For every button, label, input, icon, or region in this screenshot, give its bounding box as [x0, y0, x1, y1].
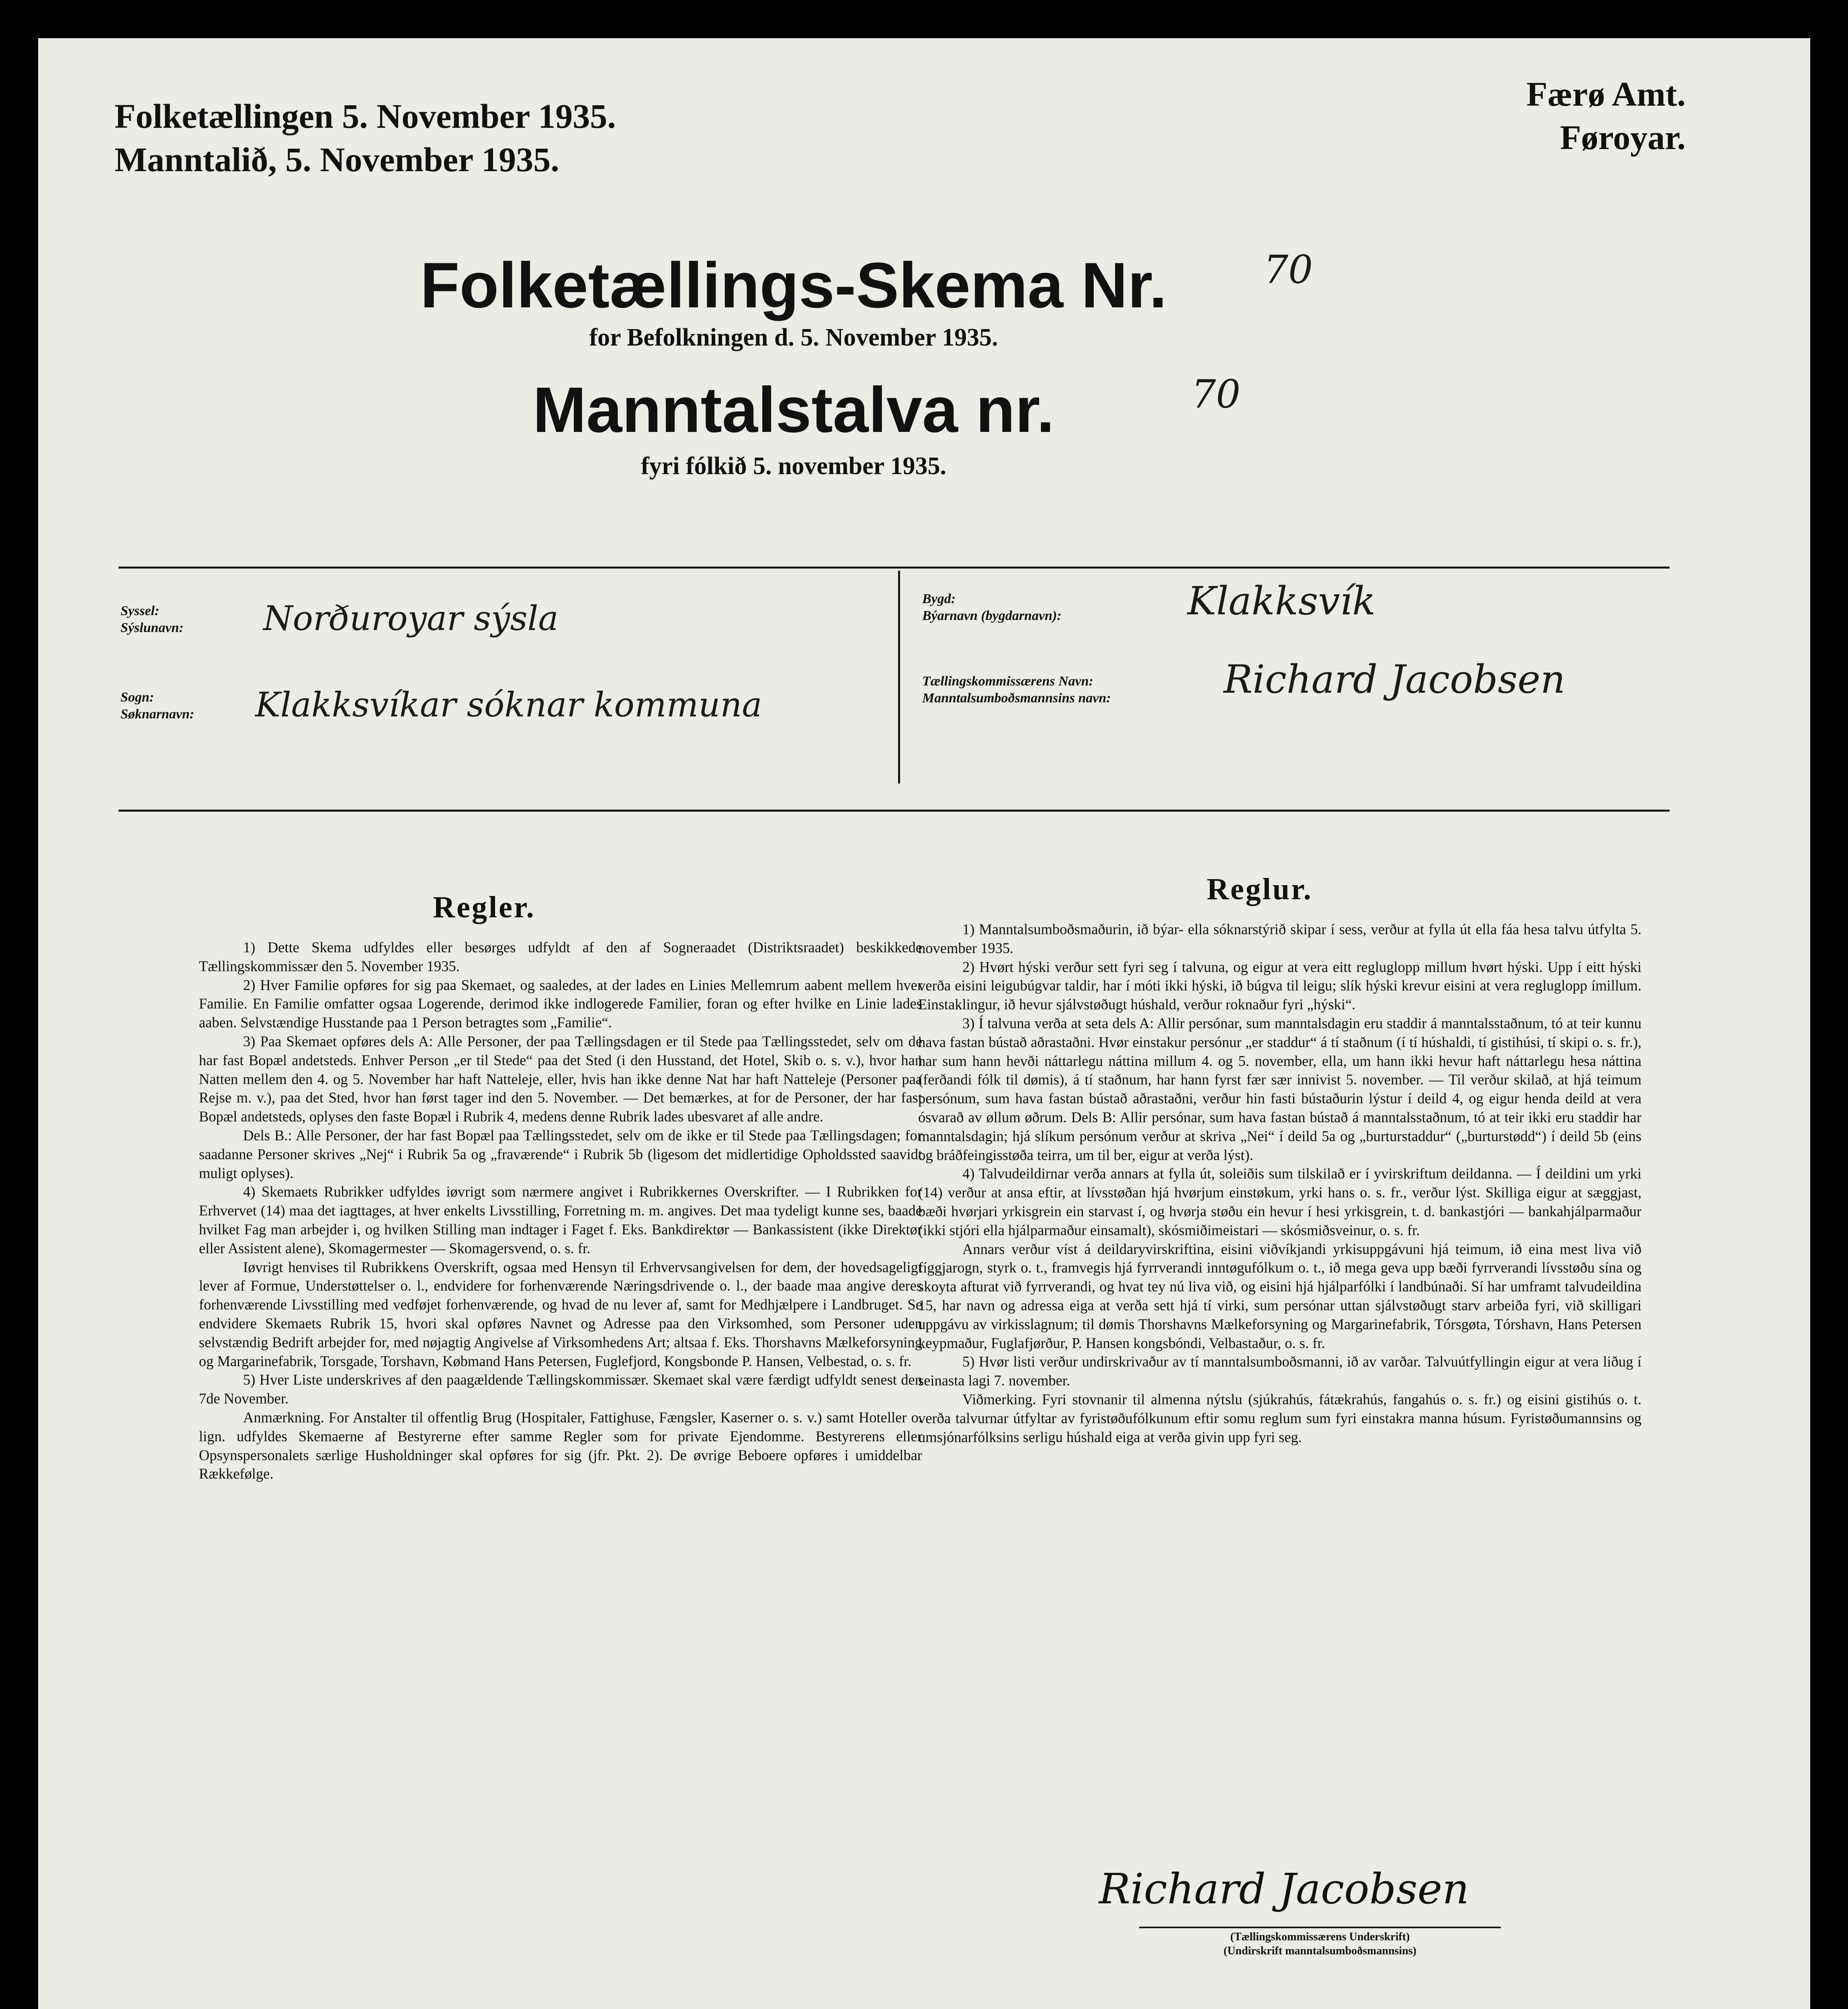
kommissaer-label-da: Tællingskommissærens Navn:: [922, 674, 1093, 689]
census-form-page: [38, 38, 1810, 2009]
sogn-label-fo: Søknarnavn:: [121, 707, 194, 722]
signature-line: [1139, 1927, 1501, 1928]
field-section-divider: [898, 571, 900, 784]
header-right-line1: Færø Amt.: [1526, 75, 1686, 113]
signature: Richard Jacobsen: [1099, 1864, 1469, 1913]
title-faroese: [38, 372, 1549, 448]
reglur-paragraph-1: 1) Manntalsumboðsmaðurin, ið býar- ella sóknarstýrið skipar í sess, verður at fylla út ella fáa hesa talvu útfylta 5. november 1935.: [918, 921, 1641, 956]
title-danish-text: Folketællings-Skema Nr.: [420, 249, 1167, 321]
regler-paragraph-3: 3) Paa Skemaet opføres dels A: Alle Personer, der paa Tællingsdagen er til Stede paa Tællingsstedet, selv om de har fast Bopæl andetsteds. Enhver Person „er til Stede“ paa det Sted (i den Husstand, det Hotel, Skib o. s. v.), hvor han Natten mellem den 4. og 5. November har haft Natteleje, eller, hvis han ikke denne Nat har haft Natteleje (Personer paa Rejse m. v.), paa det Sted, hvor han først tager ind den 5. November. — Det bemærkes, at for de Personer, der har fast Bopæl andetsteds, oplyses den faste Bopæl i Rubrik 4, medens denne Rubrik lades ubesvaret af alle andre.: [199, 1033, 922, 1125]
header-right: [1380, 72, 1686, 159]
reglur-paragraph-4: 4) Talvudeildirnar verða annars at fylla út, soleiðis sum tilskilað er í yvirskriftum deildanna. — Í deildini um yrki (14) verður at ansa eftir, at lívsstøðan hjá hvørjum einstøkum, yrki hans o. s. fr., verður lýst. Skilliga eigur at sæggjast, bæði hvørjari yrkisgrein ein starvast í, og hvørja støðu ein hevur í hesi yrkisgrein, t. d. bankastjóri — bankahjálparmaður (ikki stjóri ella hjálparmaður einsamalt), skósmiðimeistari — skósmiðsveinur, o. s. fr.: [918, 1165, 1641, 1238]
syssel-label-fo: Sýslunavn:: [121, 620, 184, 635]
signature-caption-2: (Undirskrift manntalsumboðsmannsins): [1224, 1945, 1416, 1957]
bygd-label-da: Bygd:: [922, 591, 956, 606]
reglur-paragraph-2: 2) Hvørt hýski verður sett fyri seg í talvuna, og eigur at vera eitt regluglopp millum hvørt hýski. Upp í eitt hýski verða eisini leigubúgvar taldir, har í móti ikki hýski, ið búgva til leigu; slík hýski krevur eisini at vera regluglopp ímillum. Einstaklingur, ið hevur sjálvstøðugt húshald, verður roknaður fyri „hýski“.: [918, 958, 1641, 1013]
reglur-paragraph-6: 5) Hvør listi verður undirskrivaður av tí manntalsumboðsmanni, ið av varðar. Talvuútfyllingin eigur at vera liðug í seinasta lagi 7. november.: [918, 1353, 1641, 1389]
sogn-label-da: Sogn:: [121, 690, 154, 705]
syssel-label: [121, 603, 184, 636]
bygd-value: Klakksvík: [1187, 579, 1376, 624]
reglur-paragraph-3: 3) Í talvuna verða at seta dels A: Allir persónar, sum manntalsdagin eru staddir á manntalsstaðnum, tó at teir kunnu hava fastan bústað aðrastaðni. Hvør einstakur persónur „er staddur“ á tí staðnum (í tí húshaldi, tí gistihúsi, tí skipi o. s. fr.), har sum hann hevði náttarlegu náttina millum 4. og 5. november, ella, um hann ikki hevur haft náttarlegu hesa náttina (ferðandi fólk til dømis), á tí staðnum, har hann fyrst fær sær innivist 5. november. — Til verður skilað, at hjá teimum persónum, sum hava fastan bústað aðrastaðni, verður hin fasti bústaðurin lýstur í deild 4, og eigur henda deild at vera ósvarað av øllum øðrum. Dels B: Allir persónar, sum hava fastan bústað á manntalsstaðnum, tó at teir ikki eru staddir har manntalsdagin; hjá slíkum persónum verður at skriva „Nei“ í deild 5a og „burturstaddur“ („burturstødd“) í deild 5b (eins og bráðfeingisstøða teirra, um til ber, eigur at verða lýst).: [918, 1015, 1641, 1163]
regler-paragraph-6: Iøvrigt henvises til Rubrikkens Overskrift, ogsaa med Hensyn til Erhvervsangivelsen for dem, der hovedsageligt lever af Formue, Understøttelser o. l., endvidere for forhenværende Næringsdrivende o. l., der baade maa angive deres forhenværende Livsstilling med vedføjet forhenværende, og hvad de nu lever af, samt for Medhjælpere i Landbruget. Se endvidere Skemaets Rubrik 15, hvori skal opføres Navnet og Adresse paa den Virksomhed, som Personer uden selvstændig Bedrift arbejder for, med nøjagtig Angivelse af Virksomhedens Art; altsaa f. Eks. Thorshavns Mælkeforsyning og Margarinefabrik, Torsgade, Torshavn, Købmand Hans Petersen, Fuglefjord, Kongsbonde P. Hansen, Velbestad, o. s. fr.: [199, 1258, 922, 1369]
regler-column: [199, 938, 922, 1483]
kommissaer-value: Richard Jacobsen: [1224, 657, 1566, 702]
kommissaer-label: [922, 673, 1111, 707]
subtitle-danish: for Befolkningen d. 5. November 1935.: [589, 324, 998, 351]
regler-paragraph-4: Dels B.: Alle Personer, der har fast Bopæl paa Tællingsstedet, selv om de ikke er til Stede paa Tællingsdagen; for saadanne Personer skrives „Nej“ i Rubrik 5a og „fraværende“ i Rubrik 5b (ligesom det midlertidige Opholdssted saavidt muligt oplyses).: [199, 1127, 922, 1181]
regler-paragraph-8: Anmærkning. For Anstalter til offentlig Brug (Hospitaler, Fattighuse, Fængsler, Kaserner o. s. v.) samt Hoteller o. lign. udfyldes Skemaerne af Bestyrerne efter samme Regler som for private Ejendomme. Bestyrerens eller Opsynspersonalets særlige Husholdninger skal opføres for sig (jfr. Pkt. 2). De øvrige Beboere opføres i umiddelbar Rækkefølge.: [199, 1409, 922, 1482]
regler-title: Regler.: [433, 890, 536, 924]
reglur-paragraph-7: Viðmerking. Fyri stovnanir til almenna nýtslu (sjúkrahús, fátækrahús, fangahús o. s. fr.) og eisini gistihús o. t. verða talvurnar útfyltar av fyristøðufólkunum eftir somu reglum sum fyri einstakra manna húsum. Fyristøðumannsins og umsjónarfólksins serligu húshald eiga at verða givin upp fyri seg.: [918, 1391, 1641, 1445]
reglur-column: [918, 920, 1641, 1446]
field-section-bottom-line: [119, 810, 1670, 812]
reglur-title: Reglur.: [1207, 872, 1313, 906]
header-left-line1: Folketællingen 5. November 1935.: [115, 97, 616, 135]
regler-paragraph-2: 2) Hver Familie opføres for sig paa Skemaet, og saaledes, at der lades en Linies Mellemrum aabent mellem hver Familie. En Familie omfatter ogsaa Logerende, derimod ikke indlogerede Familier, foran og efter hvilke en Linie lades aaben. Selvstændige Husstande paa 1 Person betragtes som „Familie“.: [199, 976, 922, 1031]
form-number-faroese: 70: [1191, 372, 1241, 417]
kommissaer-label-fo: Manntalsumboðsmannsins navn:: [922, 691, 1111, 706]
header-left: [115, 94, 616, 181]
title-faroese-text: Manntalstalva nr.: [532, 374, 1055, 446]
sogn-value: Klakksvíkar sóknar kommuna: [255, 685, 762, 724]
form-number-danish: 70: [1264, 247, 1313, 292]
header-left-line2: Manntalið, 5. November 1935.: [115, 140, 559, 179]
syssel-value: Norðuroyar sýsla: [263, 599, 559, 638]
reglur-paragraph-5: Annars verður víst á deildaryvirskriftina, eisini viðvíkjandi yrkisuppgávuni hjá teimum, ið eina mest liva við fíggjarogn, styrk o. t., framvegis hjá fyrrverandi inntøgufólkum o. t., ið mega geva upp bæði fyrrverandi lívsstøðu sína og skoyta afturat við fyrrverandi, og hvat tey nú liva við, og eisini hjá hjálparfólki í landbúnaði. Sí har umframt talvudeildina 15, har navn og adressa eiga at verða sett hjá tí virki, sum persónar uttan sjálvstøðugt starv arbeiða fyri, við skilligari uppgávu av virkisslagnum; til dømis Thorshavns Mælkeforsyning og Margarinefabrik, Tórsgøta, Tórshavn, Hans Petersen keypmaður, Fuglafjørður, P. Hansen kongsbóndi, Velbastaður, o. s. fr.: [918, 1240, 1641, 1351]
bygd-label-fo: Býarnavn (bygdarnavn):: [922, 608, 1062, 623]
regler-paragraph-7: 5) Hver Liste underskrives af den paagældende Tællingskommissær. Skemaet skal være færdigt udfyldt senest den 7de November.: [199, 1371, 922, 1407]
subtitle-faroese: fyri fólkið 5. november 1935.: [641, 452, 946, 480]
regler-paragraph-5: 4) Skemaets Rubrikker udfyldes iøvrigt som nærmere angivet i Rubrikkernes Overskrifter. — I Rubrikken for Erhvervet (14) maa det iagttages, at hver enkelts Livsstilling, Forretning m. m. angives. Det maa tydeligt kunne ses, baade hvilket Fag man arbejder i, og hvilken Stilling man indtager i Faget f. Eks. Bankdirektør — Bankassistent (ikke Direktør eller Assistent alene), Skomagermester — Skomagersvend, o. s. fr.: [199, 1183, 922, 1256]
title-danish: [38, 247, 1549, 323]
syssel-label-da: Syssel:: [121, 604, 160, 618]
regler-paragraph-1: 1) Dette Skema udfyldes eller besørges udfyldt af den af Sogneraadet (Distriktsraadet) beskikkede Tællingskommissær den 5. November 1935.: [199, 939, 922, 974]
header-right-line2: Føroyar.: [1560, 118, 1686, 157]
bygd-label: [922, 591, 1062, 624]
sogn-label: [121, 689, 194, 723]
signature-caption-1: (Tællingskommissærens Underskrift): [1230, 1931, 1410, 1943]
field-section-top-line: [119, 567, 1670, 569]
